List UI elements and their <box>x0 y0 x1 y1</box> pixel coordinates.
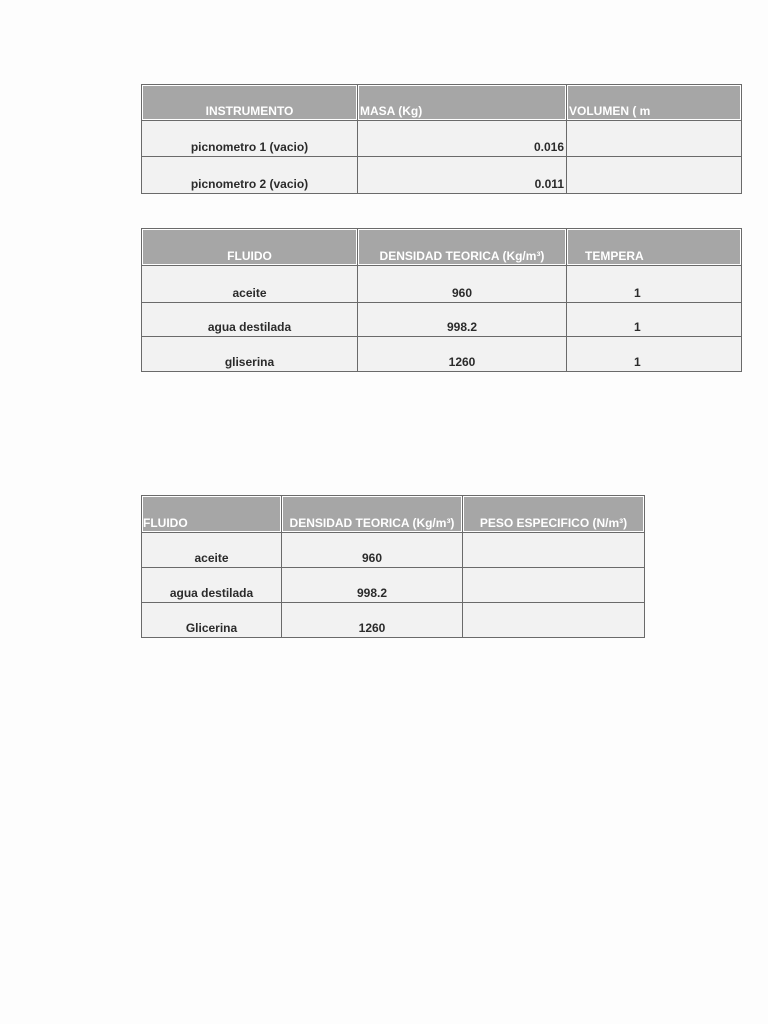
table-row <box>142 533 645 568</box>
table-row <box>142 568 645 603</box>
cell-temperature: 1 <box>567 337 742 372</box>
cell-density: 1260 <box>282 603 463 638</box>
cell-fluid: aceite <box>142 533 282 568</box>
table-row <box>142 603 645 638</box>
cell-density: 960 <box>282 533 463 568</box>
table-header-row <box>142 229 742 266</box>
cell-mass: 0.011 <box>358 157 567 194</box>
header-peso-especifico: PESO ESPECIFICO (N/m³) <box>463 496 645 533</box>
table-header-row <box>142 496 645 533</box>
cell-fluid: aceite <box>142 266 358 303</box>
header-masa: MASA (Kg) <box>358 85 567 121</box>
header-fluido: FLUIDO <box>142 229 358 266</box>
cell-density: 998.2 <box>358 303 567 337</box>
specific-weight-table <box>141 495 645 638</box>
table-row <box>142 157 742 194</box>
cell-specific-weight[interactable] <box>463 533 645 568</box>
table-header-row <box>142 85 742 121</box>
table-row <box>142 337 742 372</box>
table1-clip <box>140 83 651 195</box>
cell-fluid: gliserina <box>142 337 358 372</box>
table2-clip <box>140 227 642 373</box>
cell-specific-weight[interactable] <box>463 568 645 603</box>
cell-density: 998.2 <box>282 568 463 603</box>
cell-fluid: Glicerina <box>142 603 282 638</box>
cell-density: 1260 <box>358 337 567 372</box>
fluid-temperature-table <box>141 228 742 372</box>
cell-temperature: 1 <box>567 303 742 337</box>
cell-fluid: agua destilada <box>142 568 282 603</box>
table-row <box>142 266 742 303</box>
cell-fluid: agua destilada <box>142 303 358 337</box>
header-instrumento: INSTRUMENTO <box>142 85 358 121</box>
header-volumen: VOLUMEN ( m <box>567 85 742 121</box>
header-temperatura: TEMPERA <box>567 229 742 266</box>
cell-volume <box>567 157 742 194</box>
cell-mass: 0.016 <box>358 121 567 157</box>
cell-temperature: 1 <box>567 266 742 303</box>
table-row <box>142 303 742 337</box>
cell-instrument: picnometro 2 (vacio) <box>142 157 358 194</box>
header-densidad-teorica: DENSIDAD TEORICA (Kg/m³) <box>358 229 567 266</box>
cell-volume <box>567 121 742 157</box>
cell-instrument: picnometro 1 (vacio) <box>142 121 358 157</box>
header-fluido: FLUIDO <box>142 496 282 533</box>
cell-density: 960 <box>358 266 567 303</box>
header-densidad-teorica: DENSIDAD TEORICA (Kg/m³) <box>282 496 463 533</box>
table-row <box>142 121 742 157</box>
cell-specific-weight[interactable] <box>463 603 645 638</box>
instrument-table <box>141 84 742 194</box>
